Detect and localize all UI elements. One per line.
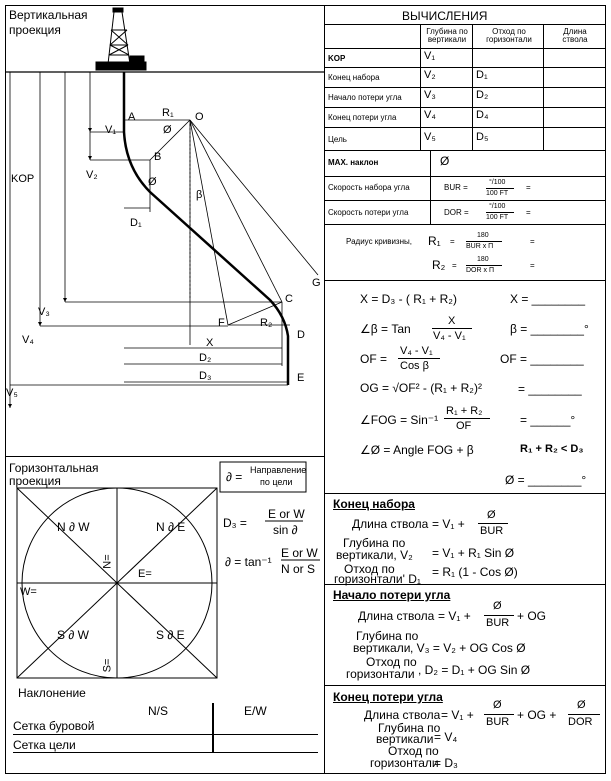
label-beta: β (196, 189, 203, 201)
formula-beta-bot: V₄ - V₁ (433, 330, 466, 342)
row-label-drop-end: Конец потери угла (328, 113, 397, 122)
radius-r2-top: 180 (477, 256, 489, 263)
drop-end-disp-label1: Отход по (388, 744, 439, 758)
label-v4: V₄ (22, 334, 34, 346)
radius-r1: R₁ (428, 234, 441, 248)
radius-r1-top: 180 (477, 232, 489, 239)
bur-frac-bot: 100 FT (486, 190, 509, 197)
vertical-projection-title: Вертикальная (9, 8, 88, 22)
formula-beta-top: X (448, 315, 456, 327)
drop-start-length-tail: + OG (517, 609, 547, 623)
label-v2: V₂ (86, 169, 98, 181)
label-phi-1: Ø (163, 124, 172, 136)
formula-fog-bot: OF (456, 420, 472, 432)
drop-end-depth-label1: Глубина по (378, 721, 441, 735)
row-label-build-end: Конец набора (328, 73, 380, 82)
axis-w: W= (20, 586, 37, 598)
label-kop: KOP (11, 173, 35, 185)
row-drop-end-v: V₄ (424, 109, 436, 121)
label-phi-2: Ø (148, 176, 157, 188)
bur-formula: BUR = (444, 183, 468, 192)
row-label-kop: KOP (328, 54, 346, 63)
header-horizontal-displacement: Отход по горизонтали (486, 27, 532, 44)
formula-x: X = D₃ - ( R₁ + R₂) (360, 292, 457, 306)
label-v1: V₁ (105, 124, 117, 136)
max-inclination-value: Ø (440, 154, 450, 168)
legend-symbol: ∂ = (226, 470, 243, 484)
drop-end-length-bot2: DOR (568, 716, 593, 728)
drop-start-length-formula: = V₁ + (438, 609, 471, 623)
drop-end-length-top: Ø (493, 699, 502, 711)
quadrant-se: S ∂ E (156, 628, 185, 642)
build-end-depth-label2: вертикали, V₂ (336, 548, 413, 562)
calculations-title: ВЫЧИСЛЕНИЯ (402, 9, 488, 23)
inclination-title: Наклонение (18, 686, 86, 700)
axis-n: N= (101, 554, 114, 569)
radius-r2-result-eq: = (530, 261, 535, 270)
drop-start-title: Начало потери угла (333, 588, 451, 602)
drop-end-depth-formula: = V₄ (434, 730, 458, 744)
drop-start-disp-label2: горизонтали (346, 667, 415, 681)
quadrant-nw: N ∂ W (57, 520, 90, 534)
build-end-disp-label1: Отход по (344, 562, 395, 576)
drop-start-disp-label1: Отход по (366, 655, 417, 669)
label-d: D (297, 329, 305, 341)
formula-fog-result: = ______° (520, 413, 576, 427)
inclination-row-target: Сетка цели (13, 738, 76, 752)
drop-end-depth-label2: вертикали (376, 732, 434, 746)
legend-text-1: Направление (250, 465, 307, 475)
formula-beta: ∠β = Tan (360, 322, 411, 336)
build-end-length-formula: = V₁ + (432, 517, 465, 531)
label-c: C (285, 293, 293, 305)
radius-label: Радиус кривизны, (346, 237, 412, 246)
row-drop-start-v: V₃ (424, 89, 436, 101)
label-r1: R₁ (162, 107, 174, 119)
radius-r2-eq: = (452, 261, 457, 270)
label-a: A (128, 111, 136, 123)
build-end-title: Конец набора (333, 497, 415, 511)
inclination-row-rig: Сетка буровой (13, 719, 95, 733)
build-end-length-label: Длина ствола (352, 517, 429, 531)
build-end-depth-label1: Глубина по (343, 536, 406, 550)
dor-frac-bot: 100 FT (486, 214, 509, 221)
row-drop-end-d: D₄ (476, 109, 489, 121)
label-d3: D₃ (199, 370, 212, 382)
dor-formula: DOR = (444, 208, 469, 217)
axis-s: S= (101, 658, 114, 673)
build-end-length-top: Ø (487, 509, 496, 521)
drop-start-length-bot: BUR (486, 617, 510, 629)
direction-formula-bot: N or S (281, 562, 316, 576)
dor-frac-top: °/100 (489, 203, 506, 210)
radius-r1-eq: = (450, 237, 455, 246)
label-g: G (312, 277, 321, 289)
formula-og: OG = √OF² - (R₁ + R₂)² (360, 381, 482, 395)
horizontal-projection-subtitle: проекция (9, 474, 61, 488)
radius-r2: R₂ (432, 258, 446, 272)
header-vertical-depth: Глубина по вертикали (426, 27, 468, 44)
formula-x-result: X = ________ (510, 292, 586, 306)
formula-of-result: OF = ________ (500, 352, 584, 366)
label-e: E (297, 372, 305, 384)
drop-end-length-top2: Ø (577, 699, 586, 711)
radius-r1-result-eq: = (530, 237, 535, 246)
label-f: F (218, 317, 225, 329)
d3-formula-top: E or W (268, 507, 305, 521)
drop-end-disp-formula: = D₃ (434, 756, 458, 770)
drop-start-length-top: Ø (493, 600, 502, 612)
label-o: O (195, 111, 204, 123)
drop-end-length-formula: = V₁ + (441, 708, 474, 722)
drop-end-length-label: Длина ствола (364, 708, 441, 722)
row-kop-v: V₁ (424, 50, 436, 62)
drop-end-length-bot: BUR (486, 716, 510, 728)
formula-phi: ∠Ø = Angle FOG + β (360, 443, 474, 457)
drop-start-depth-label1: Глубина по (356, 629, 419, 643)
row-label-target: Цель (328, 135, 347, 144)
formula-of-bot: Cos β (400, 360, 429, 372)
formula-of: OF = (360, 352, 388, 366)
drop-start-disp-formula: , D₂ = D₁ + OG Sin Ø (418, 663, 531, 677)
drop-start-length-label: Длина ствола (358, 609, 435, 623)
legend-text-2: по цели (260, 477, 293, 487)
drop-start-depth-formula: , V₃ = V₂ + OG Cos Ø (410, 641, 526, 655)
bur-eq: = (526, 183, 531, 192)
quadrant-ne: N ∂ E (156, 520, 186, 534)
row-target-d: D₅ (476, 131, 489, 143)
inclination-col-ew: E/W (244, 704, 267, 718)
dor-label: Скорость потери угла (328, 208, 409, 217)
row-label-drop-start: Начало потери угла (328, 93, 402, 102)
formula-phi-condition: R₁ + R₂ < D₃ (520, 443, 584, 455)
horizontal-projection-title: Горизонтальная (9, 461, 99, 475)
row-build-end-v: V₂ (424, 69, 436, 81)
row-drop-start-d: D₂ (476, 89, 489, 101)
drop-end-length-mid: + OG + (517, 708, 557, 722)
formula-og-result: = ________ (518, 382, 582, 396)
dor-eq: = (526, 208, 531, 217)
build-end-length-bot: BUR (480, 525, 504, 537)
d3-formula-bot: sin ∂ (273, 523, 298, 537)
radius-r1-bot: BUR x Π (466, 243, 494, 250)
build-end-depth-formula: = V₁ + R₁ Sin Ø (432, 546, 515, 560)
bur-frac-top: °/100 (489, 179, 506, 186)
build-end-disp-formula: = R₁ (1 - Cos Ø) (432, 565, 518, 579)
formula-beta-result: β = ________° (510, 322, 589, 336)
quadrant-sw: S ∂ W (57, 628, 89, 642)
direction-formula: ∂ = tan⁻¹ (225, 555, 272, 569)
label-d2: D₂ (199, 352, 212, 364)
row-build-end-d: D₁ (476, 69, 488, 81)
axis-e: E= (138, 568, 152, 580)
formula-phi-result: Ø = ________° (505, 473, 587, 487)
label-x: X (206, 337, 214, 349)
label-v3: V₃ (38, 306, 50, 318)
radius-r2-bot: DOR x Π (466, 267, 494, 274)
label-v5: V₅ (6, 387, 18, 399)
row-target-v: V₅ (424, 131, 436, 143)
d3-formula: D₃ = (223, 516, 247, 530)
formula-fog: ∠FOG = Sin⁻¹ (360, 413, 439, 427)
formula-of-top: V₄ - V₁ (400, 345, 433, 357)
build-end-disp-label2: горизонтали' D₁ (334, 572, 421, 586)
drop-start-depth-label2: вертикали (353, 641, 411, 655)
label-r2: R₂ (260, 317, 273, 329)
label-d1: D₁ (130, 217, 142, 229)
direction-formula-top: E or W (281, 546, 318, 560)
formula-fog-top: R₁ + R₂ (446, 405, 483, 417)
drop-end-disp-label2: горизонтали (370, 756, 439, 770)
label-b: B (154, 151, 162, 163)
inclination-col-ns: N/S (148, 704, 169, 718)
drop-end-title: Конец потери угла (333, 690, 443, 704)
header-measured-depth: Длина ствола (562, 27, 588, 44)
max-inclination-label: MAX. наклон (328, 158, 379, 167)
bur-label: Скорость набора угла (328, 183, 410, 192)
vertical-projection-subtitle: проекция (9, 23, 61, 37)
